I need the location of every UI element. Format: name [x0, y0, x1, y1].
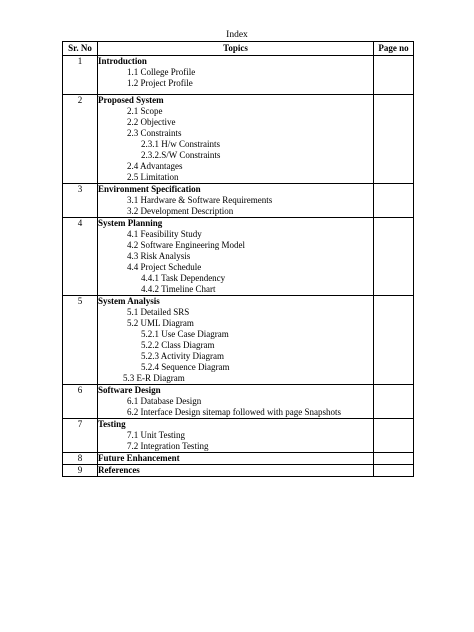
subsection-item: 5.2.2 Class Diagram	[141, 340, 215, 350]
subsection-item: 2.2 Objective	[127, 117, 176, 127]
subsection-item: 5.2.4 Sequence Diagram	[141, 362, 230, 372]
section-heading: Environment Specification	[98, 184, 201, 194]
section-heading: Future Enhancement	[98, 453, 180, 463]
sr-no-cell: 4	[63, 218, 98, 296]
subsection-item: 4.2 Software Engineering Model	[127, 240, 245, 250]
topic-cell	[98, 296, 374, 385]
header-row	[63, 42, 414, 56]
page-no-cell	[374, 296, 414, 385]
subsection-item: 5.2.1 Use Case Diagram	[141, 329, 229, 339]
subsection-item: 3.2 Development Description	[127, 206, 234, 216]
subsection-item: 2.3.2.S/W Constraints	[141, 150, 221, 160]
subsection-item: 7.2 Integration Testing	[127, 441, 209, 451]
subsection-item: 5.3 E-R Diagram	[123, 373, 185, 383]
subsection-item: 7.1 Unit Testing	[127, 430, 185, 440]
page-no-cell	[374, 465, 414, 477]
section-heading: Testing	[98, 419, 126, 429]
topic-cell	[98, 465, 374, 477]
subsection-item: 1.1 College Profile	[127, 67, 196, 77]
sr-no-cell: 7	[63, 419, 98, 453]
index-table	[62, 41, 414, 477]
sr-no-cell: 3	[63, 184, 98, 218]
table-row	[63, 184, 414, 218]
subsection-item: 2.3 Constraints	[127, 128, 182, 138]
topic-cell	[98, 419, 374, 453]
subsection-item: 2.1 Scope	[127, 106, 163, 116]
table-row	[63, 465, 414, 477]
table-row	[63, 218, 414, 296]
page-no-cell	[374, 385, 414, 419]
header-topics: Topics	[98, 42, 374, 56]
row-spacer	[98, 89, 373, 94]
page-no-cell	[374, 184, 414, 218]
index-body	[63, 56, 414, 477]
subsection-item: 4.3 Risk Analysis	[127, 251, 191, 261]
subsection-item: 5.2.3 Activity Diagram	[141, 351, 224, 361]
subsection-item: 4.1 Feasibility Study	[127, 229, 202, 239]
sr-no-cell: 5	[63, 296, 98, 385]
sr-no-cell: 8	[63, 453, 98, 465]
sr-no-cell: 1	[63, 56, 98, 95]
page-no-cell	[374, 453, 414, 465]
section-heading: System Planning	[98, 218, 163, 228]
topic-cell	[98, 453, 374, 465]
topic-cell	[98, 95, 374, 184]
subsection-item: 5.1 Detailed SRS	[127, 307, 190, 317]
page-no-cell	[374, 419, 414, 453]
page-title: Index	[226, 30, 248, 40]
subsection-item: 2.4 Advantages	[127, 161, 183, 171]
sr-no-cell: 9	[63, 465, 98, 477]
page-no-cell	[374, 218, 414, 296]
topic-cell	[98, 385, 374, 419]
topic-cell	[98, 56, 374, 95]
section-heading: Introduction	[98, 56, 147, 66]
subsection-item: 4.4.2 Timeline Chart	[141, 284, 216, 294]
table-row	[63, 56, 414, 95]
section-heading: Software Design	[98, 385, 161, 395]
sr-no-cell: 2	[63, 95, 98, 184]
subsection-item: 4.4 Project Schedule	[127, 262, 202, 272]
section-heading: Proposed System	[98, 95, 164, 105]
header-sr-no: Sr. No	[63, 42, 98, 56]
subsection-item: 3.1 Hardware & Software Requirements	[127, 195, 273, 205]
subsection-item: 5.2 UML Diagram	[127, 318, 194, 328]
subsection-item: 4.4.1 Task Dependency	[141, 273, 226, 283]
table-row	[63, 385, 414, 419]
table-row	[63, 453, 414, 465]
subsection-item: 6.2 Interface Design sitemap followed with page Snapshots	[127, 407, 341, 417]
sr-no-cell: 6	[63, 385, 98, 419]
subsection-item: 2.5 Limitation	[127, 172, 179, 182]
subsection-item: 6.1 Database Design	[127, 396, 202, 406]
page-no-cell	[374, 95, 414, 184]
subsection-item: 2.3.1 H/w Constraints	[141, 139, 221, 149]
header-page-no: Page no	[374, 42, 414, 56]
table-row	[63, 419, 414, 453]
topic-cell	[98, 184, 374, 218]
topic-cell	[98, 218, 374, 296]
table-row	[63, 95, 414, 184]
page-no-cell	[374, 56, 414, 95]
subsection-item: 1.2 Project Profile	[127, 78, 193, 88]
section-heading: References	[98, 465, 140, 475]
section-heading: System Analysis	[98, 296, 160, 306]
table-row	[63, 296, 414, 385]
